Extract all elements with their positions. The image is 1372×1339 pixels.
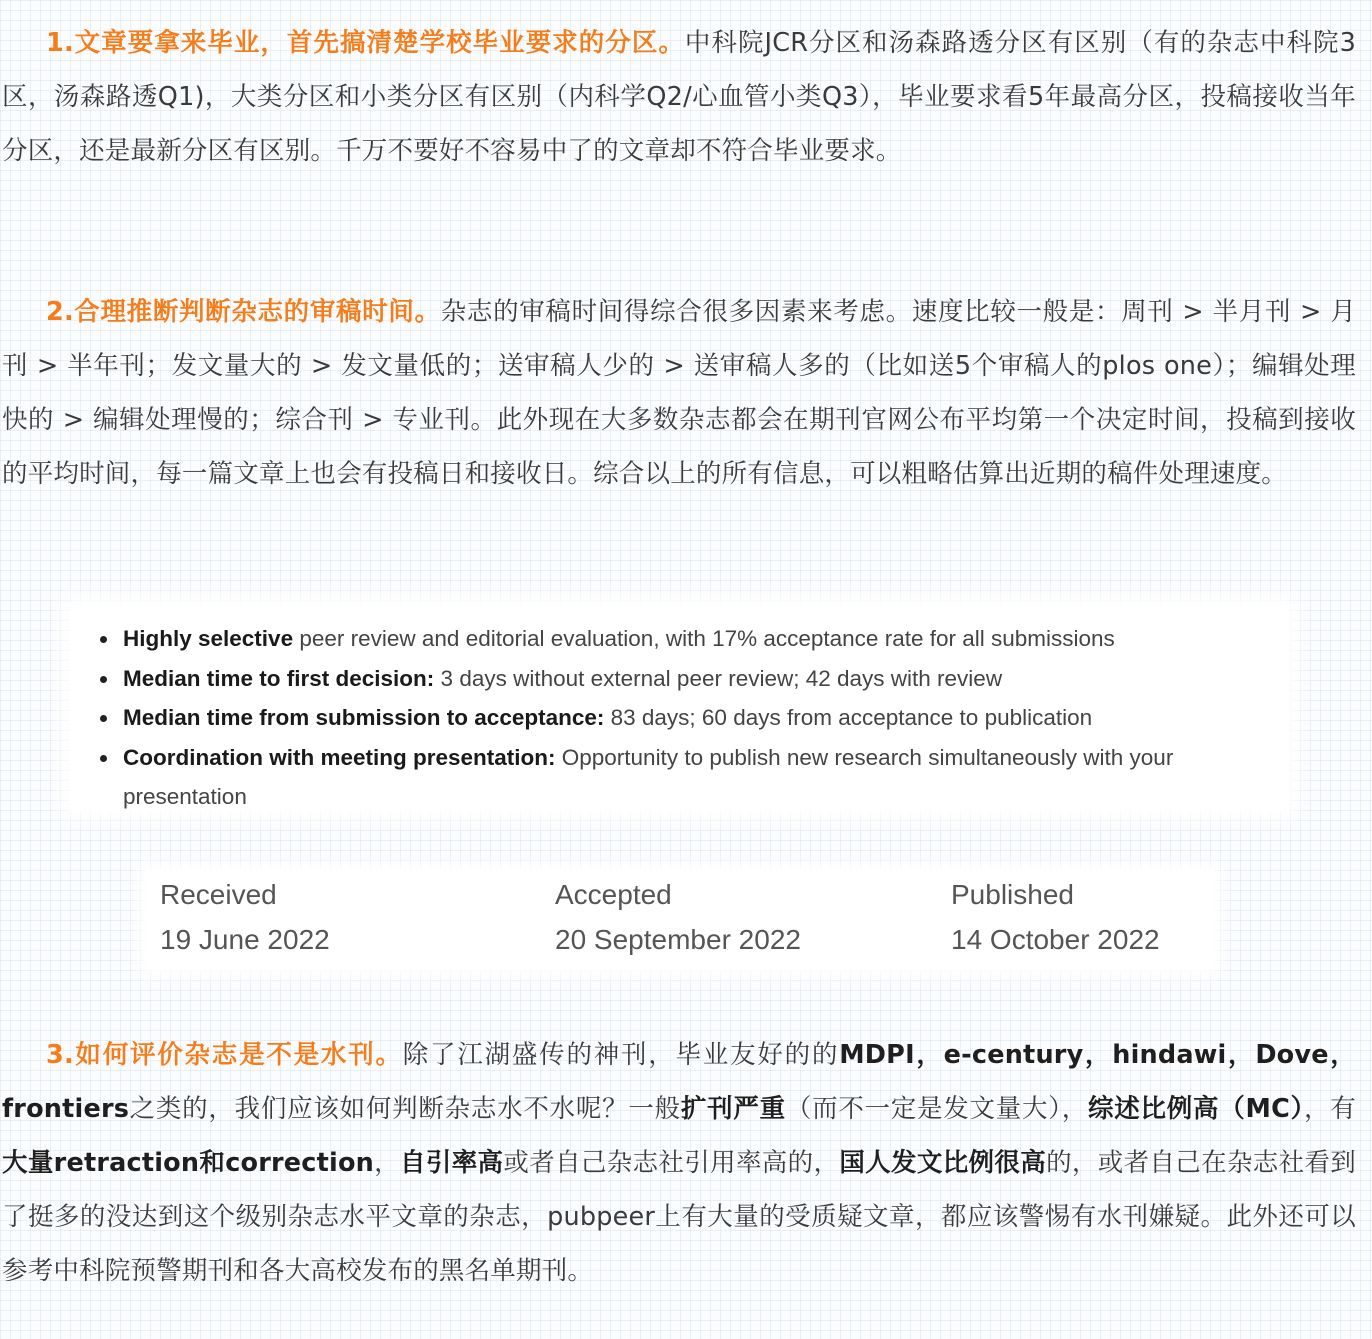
list-item xyxy=(70,738,1270,817)
section-body-1: 中科院JCR分区和汤森路透分区有区别（有的杂志中科院3区，汤森路透Q1)，大类分区和小类分区有区别（内科学Q2/心血管小类Q3），毕业要求看5年最高分区，投稿接收当年分区，还是最新分区有区别。千万不要好不容易中了的文章却不符合毕业要求。 xyxy=(2,28,1357,166)
section-body-2: 杂志的审稿时间得综合很多因素来考虑。速度比较一般是：周刊 > 半月刊 > 月刊 > 半年刊；发文量大的 > 发文量低的；送审稿人少的 > 送审稿人多的（比如送5个审稿人的plos one）；编辑处理快的 > 编辑处理慢的；综合刊 > 专业刊。此外现在大多数杂志都会在期刊官网公布平均第一个决定时间，投稿到接收的平均时间，每一篇文章上也会有投稿日和接收日。综合以上的所有信息，可以粗略估算出近期的稿件处理速度。 xyxy=(2,297,1356,489)
date-published xyxy=(951,874,1160,964)
fact-text: peer review and editorial evaluation, with 17% acceptance rate for all submissions xyxy=(293,626,1115,651)
emphasis-expansion: 扩刊严重 xyxy=(680,1094,786,1124)
article-dates-screenshot xyxy=(145,870,1215,970)
journal-facts-screenshot xyxy=(70,603,1290,811)
fact-text: 3 days without external peer review; 42 days with review xyxy=(434,665,1003,691)
journal-facts-list xyxy=(70,619,1270,817)
body-text: ，有 xyxy=(1304,1094,1356,1124)
body-text: 除了江湖盛传的神刊，毕业友好的的 xyxy=(402,1040,840,1070)
date-label: Published xyxy=(951,879,1074,910)
list-item xyxy=(70,698,1270,738)
emphasis-publishers: MDPI，e-century，hindawi，Dove，frontiers xyxy=(2,1040,1357,1124)
fact-label: Median time from submission to acceptance: xyxy=(123,705,605,730)
section-heading-2: 2.合理推断判断杂志的审稿时间。 xyxy=(46,297,441,327)
date-value: 19 June 2022 xyxy=(160,924,330,955)
fact-text: Opportunity to publish new research simultaneously with your presentation xyxy=(123,744,1174,809)
emphasis-self-citation: 自引率高 xyxy=(400,1148,504,1178)
section-heading-3: 3.如何评价杂志是不是水刊。 xyxy=(46,1040,403,1070)
body-text: ， xyxy=(374,1148,401,1178)
fact-label: Highly selective xyxy=(123,626,294,651)
date-value: 20 September 2022 xyxy=(555,924,801,955)
emphasis-domestic-ratio: 国人发文比例很高 xyxy=(839,1148,1047,1178)
paragraph-predatory-journals xyxy=(2,1028,1356,1298)
emphasis-review-ratio: 综述比例高（MC） xyxy=(1088,1094,1305,1124)
fact-text: 83 days; 60 days from acceptance to publication xyxy=(604,705,1093,730)
date-label: Received xyxy=(160,879,277,910)
date-received xyxy=(160,874,330,964)
body-text: 之类的，我们应该如何判断杂志水不水呢？一般 xyxy=(129,1094,681,1124)
fact-label: Median time to first decision: xyxy=(123,665,435,691)
body-text: （而不一定是发文量大）， xyxy=(785,1094,1089,1124)
list-item xyxy=(70,619,1270,659)
body-text: 或者自己杂志社引用率高的， xyxy=(503,1148,840,1178)
list-item xyxy=(70,659,1270,699)
paragraph-review-time xyxy=(2,285,1356,501)
bullet-icon xyxy=(100,715,107,722)
bullet-icon xyxy=(100,676,107,683)
paragraph-partition-requirements xyxy=(2,16,1356,178)
fact-label: Coordination with meeting presentation: xyxy=(123,744,556,770)
body-text: 的，或者自己在杂志社看到了挺多的没达到这个级别杂志水平文章的杂志，pubpeer上有大量的受质疑文章，都应该警惕有水刊嫌疑。此外还可以参考中科院预警期刊和各大高校发布的黑名单期刊。 xyxy=(2,1148,1357,1286)
section-heading-1: 1.文章要拿来毕业，首先搞清楚学校毕业要求的分区。 xyxy=(46,28,685,58)
date-label: Accepted xyxy=(555,879,672,910)
emphasis-retraction: 大量retraction和correction xyxy=(2,1148,375,1178)
date-accepted xyxy=(555,874,801,964)
bullet-icon xyxy=(100,636,107,643)
bullet-icon xyxy=(100,755,107,762)
date-value: 14 October 2022 xyxy=(951,924,1160,955)
